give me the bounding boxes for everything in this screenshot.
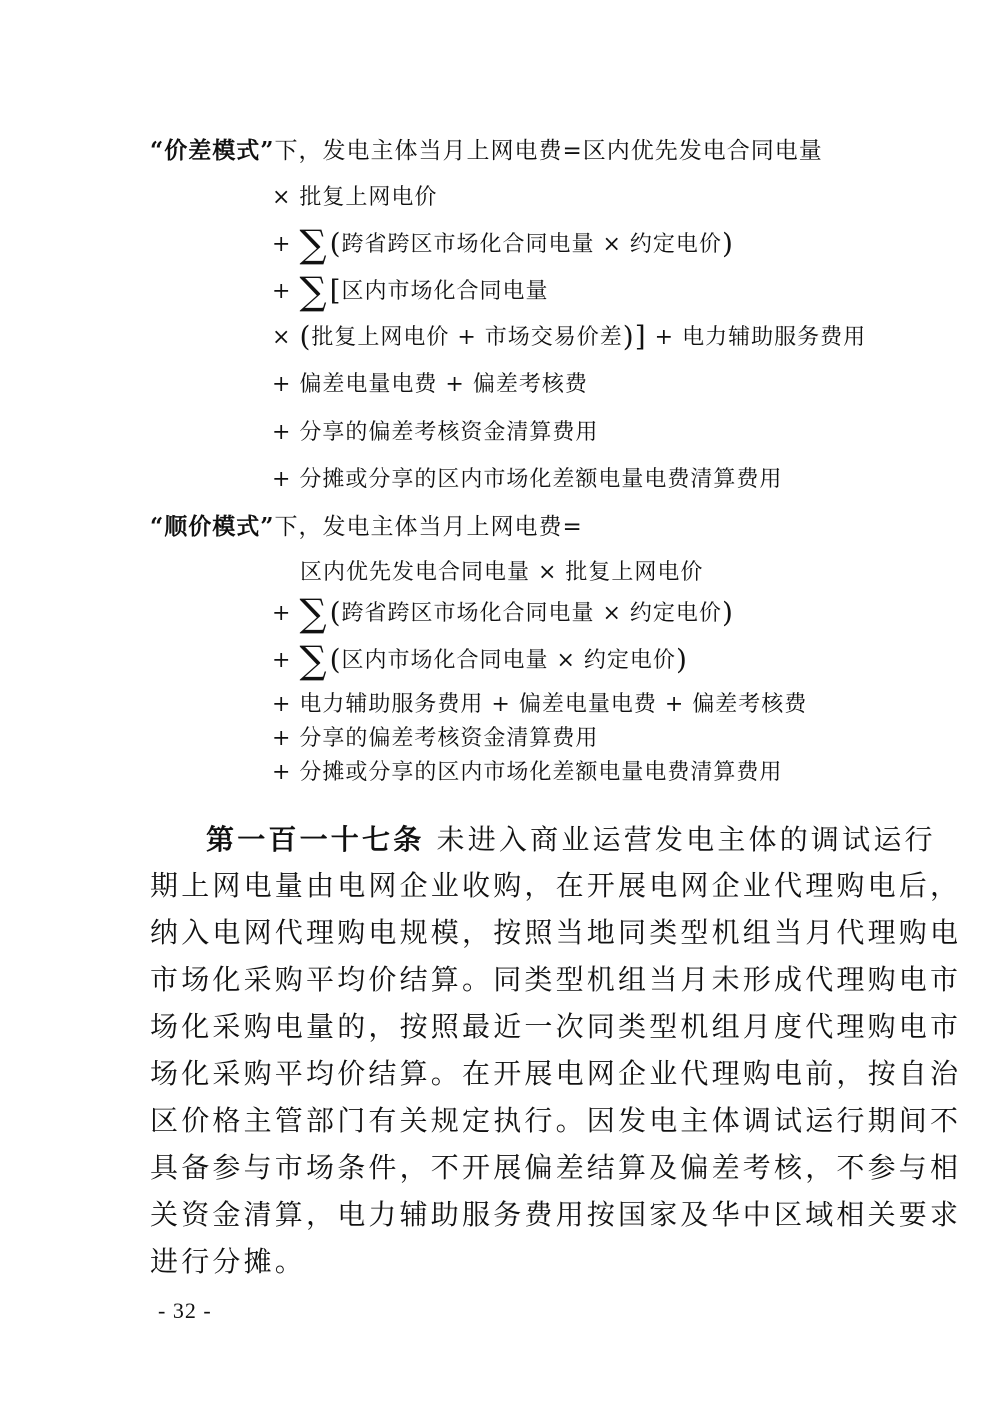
article-text-line: 纳入电网代理购电规模，按照当地同类型机组当月代理购电	[150, 916, 962, 949]
open-bracket-icon: [	[329, 274, 342, 307]
times-operator: ×	[272, 325, 292, 350]
formula-term: 批复上网电价 + 市场交易价差	[311, 325, 623, 350]
close-paren-icon: )]	[622, 320, 647, 353]
formula-term: 跨省跨区市场化合同电量 × 约定电价	[341, 232, 722, 257]
follow-price-formula-line-3	[272, 638, 688, 682]
formula-term: + 电力辅助服务费用	[654, 325, 867, 350]
close-paren-icon: )	[675, 643, 688, 676]
close-paren-icon: )	[721, 227, 734, 260]
close-paren-icon: )	[721, 596, 734, 629]
article-text-line: 区价格主管部门有关规定执行。因发电主体调试运行期间不	[150, 1104, 962, 1137]
follow-price-formula-line-5: + 分享的偏差考核资金清算费用	[272, 726, 599, 751]
summation-icon: ∑	[299, 269, 328, 313]
formula-term: 区内市场化合同电量	[341, 279, 549, 304]
article-title: 第一百一十七条	[206, 823, 425, 856]
follow-price-mode-label: “顺价模式”	[150, 513, 275, 540]
open-paren-icon: (	[329, 227, 342, 260]
article-first-line	[206, 820, 936, 860]
follow-price-formula-line-1: 区内优先发电合同电量 × 批复上网电价	[300, 560, 704, 585]
article-text-line: 期上网电量由电网企业收购，在开展电网企业代理购电后，	[150, 869, 962, 902]
plus-operator: +	[272, 648, 292, 673]
article-text-line: 未进入商业运营发电主体的调试运行	[436, 823, 936, 856]
price-diff-formula-line-3	[272, 269, 549, 313]
summation-icon: ∑	[299, 591, 328, 635]
follow-price-heading-text: 下，发电主体当月上网电费=	[274, 514, 583, 540]
plus-operator: +	[272, 279, 292, 304]
article-text-line: 具备参与市场条件，不开展偏差结算及偏差考核，不参与相	[150, 1151, 962, 1184]
article-text-line: 进行分摊。	[150, 1245, 307, 1278]
follow-price-formula-line-6: + 分摊或分享的区内市场化差额电量电费清算费用	[272, 760, 783, 785]
open-paren-icon: (	[299, 320, 312, 353]
price-diff-heading-text: 下，发电主体当月上网电费=区内优先发电合同电量	[274, 138, 823, 164]
price-diff-heading	[150, 136, 823, 166]
follow-price-heading	[150, 512, 583, 542]
article-text-line: 场化采购平均价结算。在开展电网企业代理购电前，按自治	[150, 1057, 962, 1090]
price-diff-formula-line-6: + 分享的偏差考核资金清算费用	[272, 420, 599, 445]
open-paren-icon: (	[329, 643, 342, 676]
article-text-line: 关资金清算，电力辅助服务费用按国家及华中区域相关要求	[150, 1198, 962, 1231]
formula-term: 跨省跨区市场化合同电量 × 约定电价	[341, 601, 722, 626]
plus-operator: +	[272, 601, 292, 626]
follow-price-formula-line-4: + 电力辅助服务费用 + 偏差电量电费 + 偏差考核费	[272, 692, 808, 717]
price-diff-formula-line-4	[272, 322, 866, 353]
open-paren-icon: (	[329, 596, 342, 629]
formula-term: 区内市场化合同电量 × 约定电价	[341, 648, 676, 673]
price-diff-formula-line-2	[272, 222, 734, 266]
follow-price-formula-line-2	[272, 591, 734, 635]
page-number: - 32 -	[158, 1298, 212, 1323]
price-diff-formula-line-7: + 分摊或分享的区内市场化差额电量电费清算费用	[272, 467, 783, 492]
price-diff-mode-label: “价差模式”	[150, 137, 275, 164]
summation-icon: ∑	[299, 638, 328, 682]
price-diff-formula-line-5: + 偏差电量电费 + 偏差考核费	[272, 372, 588, 397]
plus-operator: +	[272, 232, 292, 257]
article-text-line: 市场化采购平均价结算。同类型机组当月未形成代理购电市	[150, 963, 962, 996]
price-diff-formula-line-1: × 批复上网电价	[272, 185, 438, 210]
summation-icon: ∑	[299, 222, 328, 266]
article-text-line: 场化采购电量的，按照最近一次同类型机组月度代理购电市	[150, 1010, 962, 1043]
